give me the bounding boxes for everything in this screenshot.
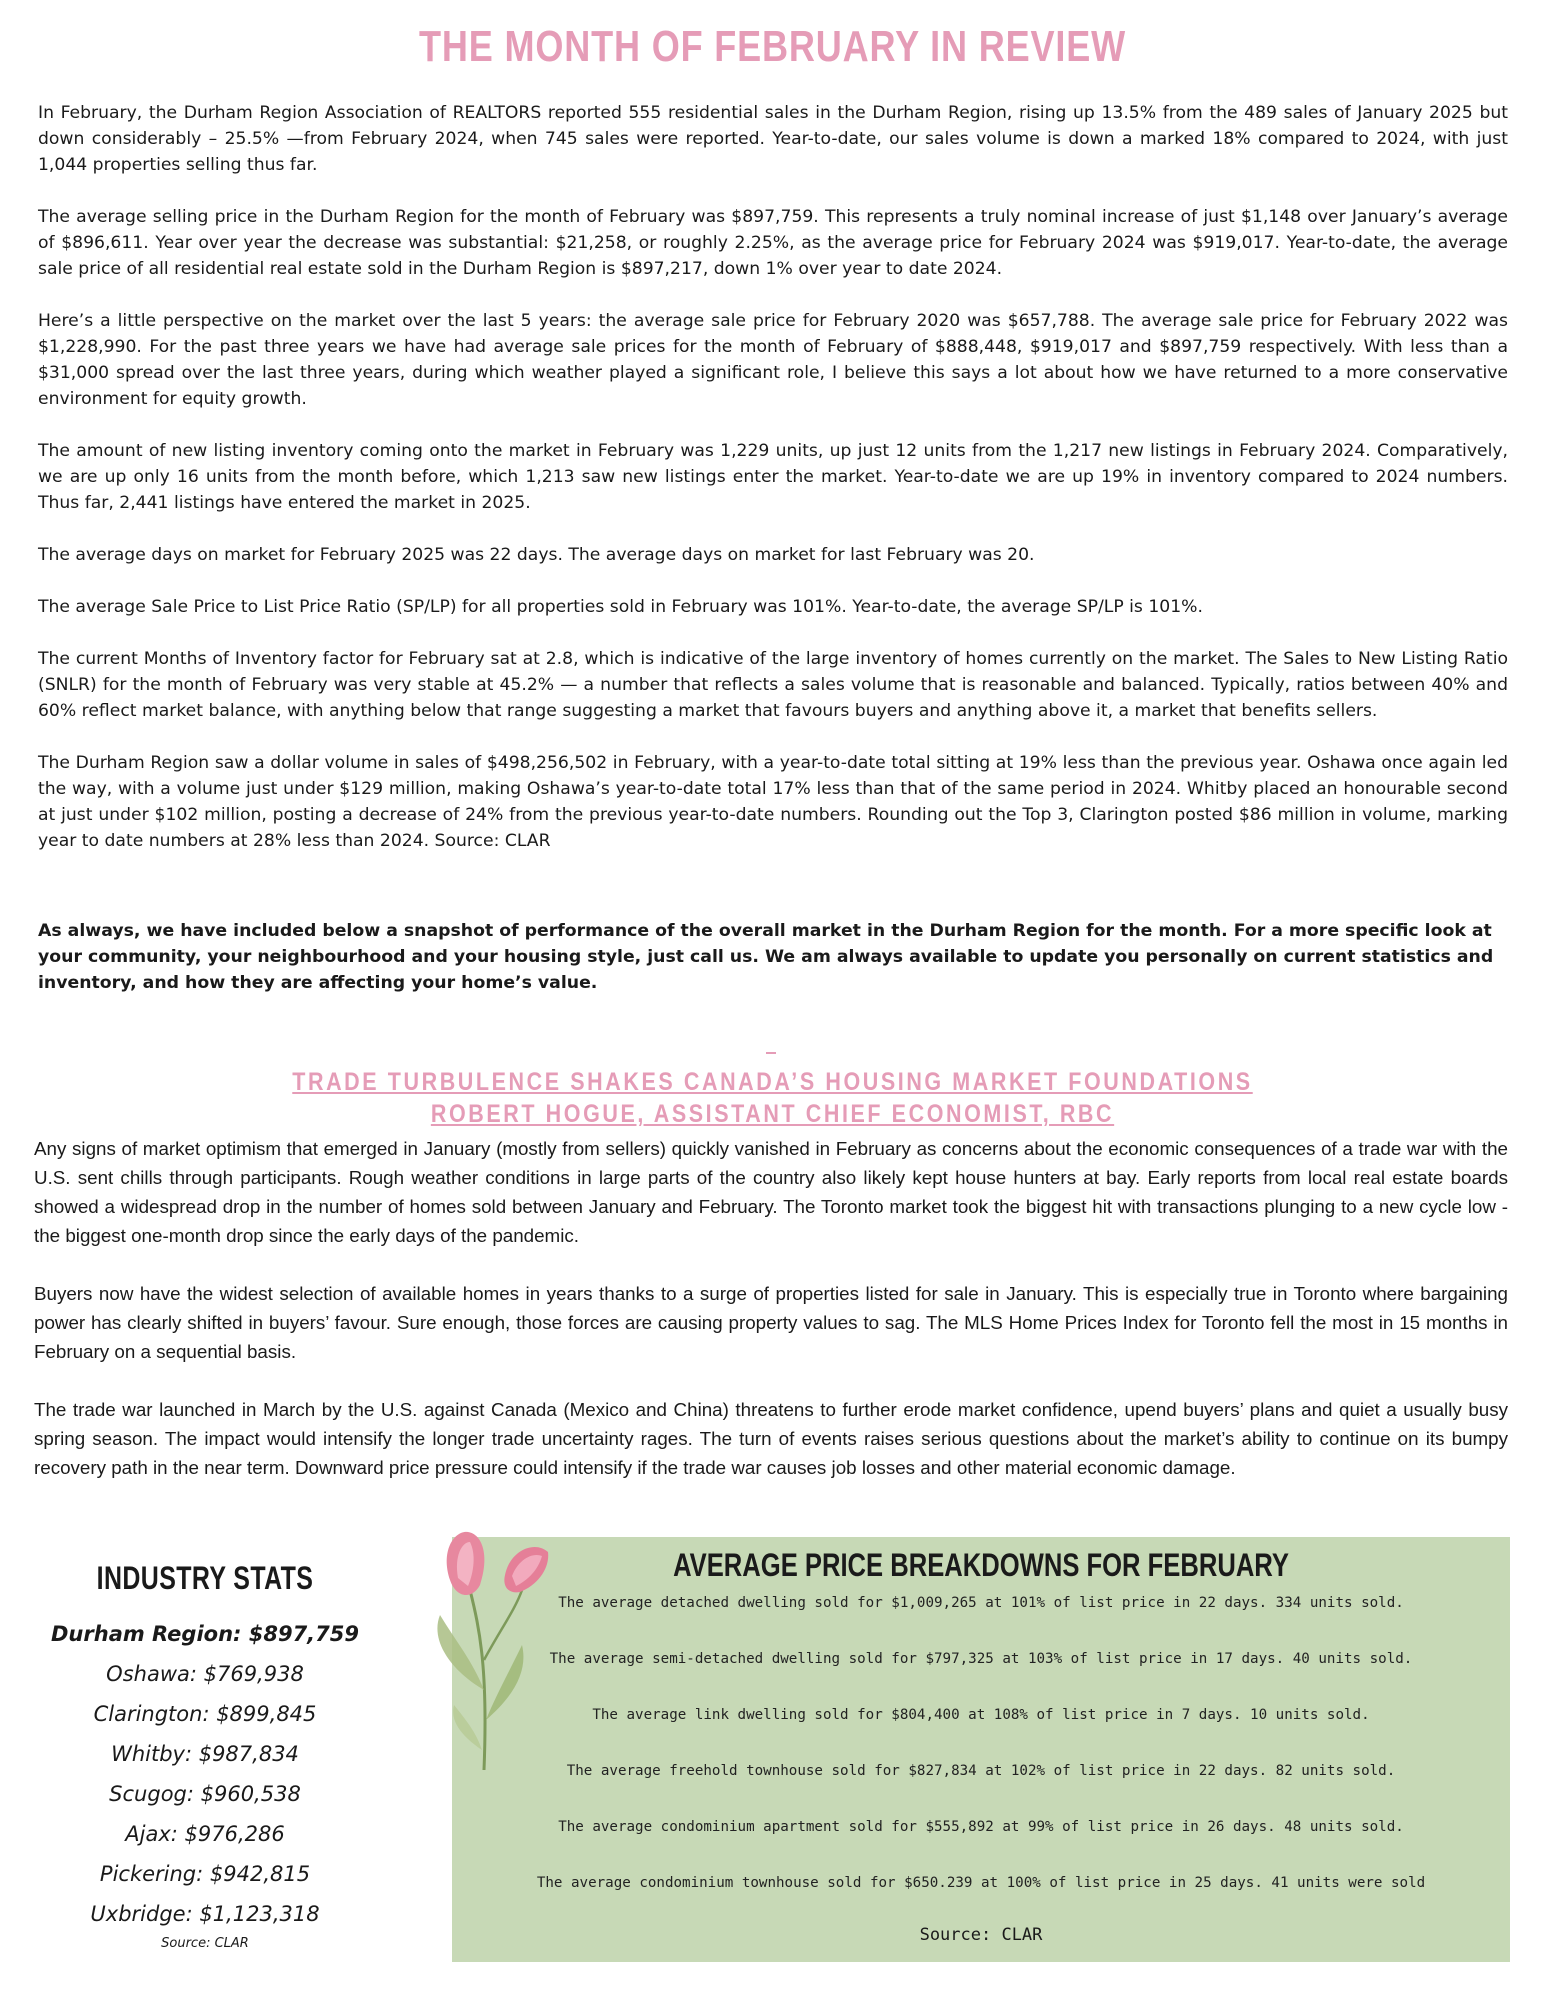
- industry-stats-title: INDUSTRY STATS: [96, 1560, 314, 1596]
- industry-stats-list: [38, 1614, 372, 1934]
- divider-dash: [766, 1052, 776, 1054]
- intro-section: [38, 100, 1508, 880]
- intro-paragraph-sales: In February, the Durham Region Association of REALTORS reported 555 residential sales in the Durham Region, rising up 13.5% from the 489 sales of January 2025 but down considerably – 25.5% —from February 2024, when 745 sales were reported. Year-to-date, our sales volume is down a marked 18% compared to 2024, with just 1,044 properties selling thus far.: [38, 103, 1508, 175]
- article-author: ROBERT HOGUE, ASSISTANT CHIEF ECONOMIST, RBC: [430, 1100, 1115, 1128]
- intro-paragraph-average-price: The average selling price in the Durham Region for the month of February was $897,759. This represents a truly nominal increase of just $1,148 over January’s average of $896,611. Year over year the decrease was substantial: $21,258, or roughly 2.25%, as the average price for February 2024 was $919,017. Year-to-date, the average sale price of all residential real estate sold in the Durham Region is $897,217, down 1% over year to date 2024.: [38, 207, 1508, 279]
- article-paragraph: The trade war launched in March by the U.S. against Canada (Mexico and China) threatens to further erode market confidence, upend buyers’ plans and quiet a usually busy spring season. The impact would intensify the longer trade uncertainty rages. The turn of events raises serious questions about the market’s ability to continue on its bumpy recovery path in the near term. Downward price pressure could intensify if the trade war causes job losses and other material economic damage.: [34, 1399, 1508, 1478]
- price-breakdown-source: Source: CLAR: [919, 1925, 1043, 1945]
- breakdown-item: The average detached dwelling sold for $1,009,265 at 101% of list price in 22 days. 334 units sold.: [558, 1595, 1404, 1611]
- industry-stats-panel: [38, 1560, 372, 1951]
- breakdown-item: The average semi-detached dwelling sold for $797,325 at 103% of list price in 17 days. 40 units sold.: [549, 1651, 1413, 1667]
- tulip-icon: [410, 1520, 550, 1780]
- article-header: [0, 1066, 1545, 1130]
- article-title: TRADE TURBULENCE SHAKES CANADA’S HOUSING MARKET FOUNDATIONS: [292, 1068, 1253, 1096]
- industry-stats-source: Source: CLAR: [161, 1936, 249, 1951]
- intro-paragraph-inventory: The current Months of Inventory factor for February sat at 2.8, which is indicative of the large inventory of homes currently on the market. The Sales to New Listing Ratio (SNLR) for the month of February was very stable at 45.2% — a number that reflects a sales volume that is reasonable and balanced. Typically, ratios between 40% and 60% reflect market balance, with anything below that range suggesting a market that favours buyers and anything above it, a market that benefits sellers.: [38, 649, 1508, 721]
- stat-item: Whitby: $987,834: [111, 1742, 299, 1766]
- intro-paragraph-sp-lp: The average Sale Price to List Price Ratio (SP/LP) for all properties sold in February was 101%. Year-to-date, the average SP/LP is 101%.: [38, 597, 1203, 617]
- article-body: [34, 1134, 1508, 1511]
- stat-item: Uxbridge: $1,123,318: [90, 1902, 320, 1926]
- stat-item: Clarington: $899,845: [93, 1702, 317, 1726]
- breakdown-item: The average link dwelling sold for $804,400 at 108% of list price in 7 days. 10 units sold.: [592, 1707, 1370, 1723]
- intro-paragraph-perspective: Here’s a little perspective on the market over the last 5 years: the average sale price for February 2020 was $657,788. The average sale price for February 2022 was $1,228,990. For the past three years we have had average sale prices for the month of February of $888,448, $919,017 and $897,759 respectively. With less than a $31,000 spread over the last three years, during which weather played a significant role, I believe this says a lot about how we have returned to a more conservative environment for equity growth.: [38, 311, 1508, 409]
- breakdown-item: The average condominium apartment sold for $555,892 at 99% of list price in 26 days. 48 units sold.: [558, 1819, 1404, 1835]
- breakdown-item: The average freehold townhouse sold for $827,834 at 102% of list price in 22 days. 82 units sold.: [566, 1763, 1396, 1779]
- stat-item: Durham Region: $897,759: [51, 1622, 359, 1646]
- price-breakdown-panel: [452, 1537, 1510, 1962]
- stat-item: Ajax: $976,286: [125, 1822, 285, 1846]
- stat-item: Oshawa: $769,938: [106, 1662, 304, 1686]
- call-to-action: As always, we have included below a snapshot of performance of the overall market in the Durham Region for the month. For a more specific look at your community, your neighbourhood and your housing style, just call us. We am always available to update you personally on current statistics and inventory, and how they are affecting your home’s value.: [38, 921, 1494, 993]
- stat-item: Pickering: $942,815: [99, 1862, 311, 1886]
- article-paragraph: Buyers now have the widest selection of available homes in years thanks to a surge of properties listed for sale in January. This is especially true in Toronto where bargaining power has clearly shifted in buyers’ favour. Sure enough, those forces are causing property values to sag. The MLS Home Prices Index for Toronto fell the most in 15 months in February on a sequential basis.: [34, 1283, 1508, 1362]
- intro-paragraph-dollar-volume: The Durham Region saw a dollar volume in sales of $498,256,502 in February, with a year-to-date total sitting at 19% less than the previous year. Oshawa once again led the way, with a volume just under $129 million, making Oshawa’s year-to-date total 17% less than that of the same period in 2024. Whitby placed an honourable second at just under $102 million, posting a decrease of 24% from the previous year-to-date numbers. Rounding out the Top 3, Clarington posted $86 million in volume, marking year to date numbers at 28% less than 2024. Source: CLAR: [38, 753, 1508, 851]
- intro-paragraph-days-on-market: The average days on market for February 2025 was 22 days. The average days on market for last February was 20.: [38, 545, 1035, 565]
- page-title: THE MONTH OF FEBRUARY IN REVIEW: [419, 22, 1126, 71]
- price-breakdown-list: [452, 1593, 1510, 1929]
- intro-paragraph-listings: The amount of new listing inventory coming onto the market in February was 1,229 units, up just 12 units from the 1,217 new listings in February 2024. Comparatively, we are up only 16 units from the month before, which 1,213 saw new listings enter the market. Year-to-date we are up 19% in inventory compared to 2024 numbers. Thus far, 2,441 listings have entered the market in 2025.: [38, 441, 1508, 513]
- breakdown-item: The average condominium townhouse sold for $650.239 at 100% of list price in 25 days. 41 units were sold: [536, 1875, 1426, 1891]
- stat-item: Scugog: $960,538: [109, 1782, 301, 1806]
- article-paragraph: Any signs of market optimism that emerged in January (mostly from sellers) quickly vanished in February as concerns about the economic consequences of a trade war with the U.S. sent chills through participants. Rough weather conditions in large parts of the country also likely kept house hunters at bay. Early reports from local real estate boards showed a widespread drop in the number of homes sold between January and February. The Toronto market took the biggest hit with transactions plunging to a new cycle low - the biggest one-month drop since the early days of the pandemic.: [34, 1138, 1508, 1246]
- price-breakdown-title: AVERAGE PRICE BREAKDOWNS FOR FEBRUARY: [673, 1547, 1289, 1583]
